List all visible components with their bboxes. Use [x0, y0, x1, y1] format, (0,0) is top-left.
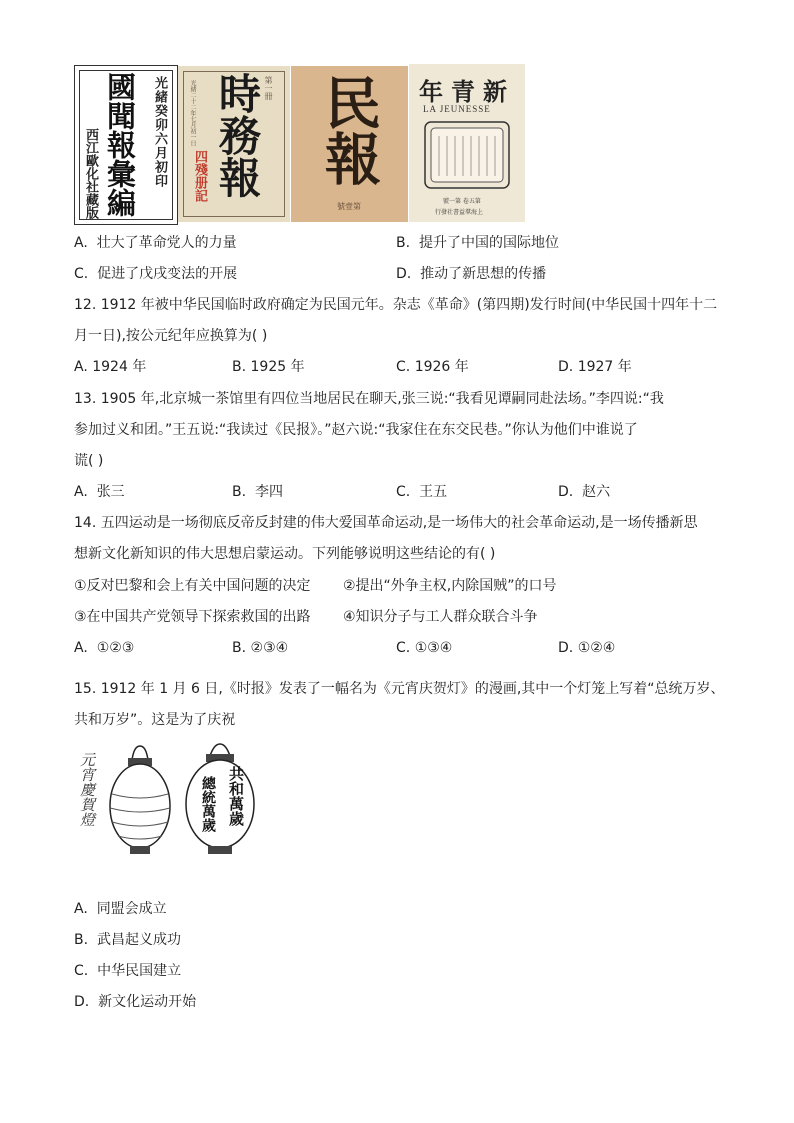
cartoon-caption: 元宵慶賀燈 [78, 752, 96, 827]
q13-option-b[interactable]: B. 李四 [232, 484, 283, 500]
q11-option-b[interactable]: B. 提升了中国的国际地位 [396, 235, 559, 251]
q12-option-a[interactable]: A. 1924 年 [74, 359, 147, 375]
q12-option-b[interactable]: B. 1925 年 [232, 359, 305, 375]
q12-stem-line1: 12. 1912 年被中华民国临时政府确定为民国元年。杂志《革命》(第四期)发行时间(中华民国十四年十二 [74, 297, 718, 313]
q12-stem-line2: 月一日),按公元纪年应换算为( ) [74, 328, 268, 344]
q13-stem-line3: 谎( ) [74, 453, 104, 469]
q14-option-d[interactable]: D. ①②④ [558, 640, 616, 656]
q11-option-a[interactable]: A. 壮大了革命党人的力量 [74, 235, 237, 251]
guowenbao-publisher: 西江歐化社藏版 [83, 128, 98, 219]
xinqingnian-subtitle: LA JEUNESSE [423, 104, 491, 114]
q15-stem-line1: 15. 1912 年 1 月 6 日,《时报》发表了一幅名为《元宵庆贺灯》的漫画,其中一个灯笼上写着“总统万岁、 [74, 681, 725, 697]
guowenbao-date-line: 光緒癸卯六月初印 [152, 76, 167, 188]
q14-statement-3: ③在中国共产党领导下探索救国的出路 [74, 609, 311, 625]
minbao-cover-image [291, 66, 408, 222]
q14-option-a[interactable]: A. ①②③ [74, 640, 135, 656]
q14-stem-line1: 14. 五四运动是一场彻底反帝反封建的伟大爱国革命运动,是一场伟大的社会革命运动,是一场传播新思 [74, 515, 698, 531]
q15-option-a[interactable]: A. 同盟会成立 [74, 901, 167, 917]
minbao-title: 民報 [316, 74, 382, 186]
q15-stem-line2: 共和万岁”。这是为了庆祝 [74, 712, 236, 728]
minbao-bottom-small: 號壹第 [337, 202, 361, 211]
shiwubao-cover-image [178, 66, 290, 222]
guowenbao-title: 國聞報彙編 [103, 72, 137, 217]
xinqingnian-title: 年青新 [419, 77, 515, 106]
xinqingnian-bottom-small: 號一第 卷五第 [443, 198, 481, 205]
xinqingnian-bottom-small2: 行發社書益羣海上 [435, 209, 484, 216]
q13-stem-line1: 13. 1905 年,北京城一茶馆里有四位当地居民在聊天,张三说:“我看见谭嗣同赴法场。”李四说:“我 [74, 391, 664, 407]
q12-option-d[interactable]: D. 1927 年 [558, 359, 632, 375]
lantern-text-left: 總統萬歲 [200, 776, 216, 832]
shiwubao-side-small: 光緒二十二年七月初一日 [189, 80, 196, 146]
lantern-text-right: 共和萬歲 [227, 766, 245, 826]
shiwubao-red-stamp: 四殘册記 [192, 150, 207, 202]
q13-option-c[interactable]: C. 王五 [396, 484, 448, 500]
q15-option-b[interactable]: B. 武昌起义成功 [74, 932, 181, 948]
q11-option-c[interactable]: C. 促进了戊戌变法的开展 [74, 266, 238, 282]
shiwubao-title: 時務報 [213, 72, 262, 198]
q14-statement-1: ①反对巴黎和会上有关中国问题的决定 [74, 578, 311, 594]
shiwubao-top-small: 第一冊 [264, 76, 273, 100]
q15-option-d[interactable]: D. 新文化运动开始 [74, 994, 197, 1010]
q15-option-c[interactable]: C. 中华民国建立 [74, 963, 182, 979]
q13-option-d[interactable]: D. 赵六 [558, 484, 611, 500]
xinqingnian-cover-image [409, 64, 525, 222]
q13-option-a[interactable]: A. 张三 [74, 484, 125, 500]
q14-stem-line2: 想新文化新知识的伟大思想启蒙运动。下列能够说明这些结论的有( ) [74, 546, 496, 562]
q14-option-b[interactable]: B. ②③④ [232, 640, 289, 656]
q14-option-c[interactable]: C. ①③④ [396, 640, 453, 656]
q12-option-c[interactable]: C. 1926 年 [396, 359, 469, 375]
lantern-cartoon-image [74, 742, 270, 868]
guowenbao-cover-image [74, 65, 178, 225]
q11-option-d[interactable]: D. 推动了新思想的传播 [396, 266, 547, 282]
q13-stem-line2: 参加过义和团。”王五说:“我读过《民报》。”赵六说:“我家住在东交民巷。”你认为他们中谁说了 [74, 422, 638, 438]
q14-statement-2: ②提出“外争主权,内除国贼”的口号 [343, 578, 557, 594]
q14-statement-4: ④知识分子与工人群众联合斗争 [343, 609, 538, 625]
